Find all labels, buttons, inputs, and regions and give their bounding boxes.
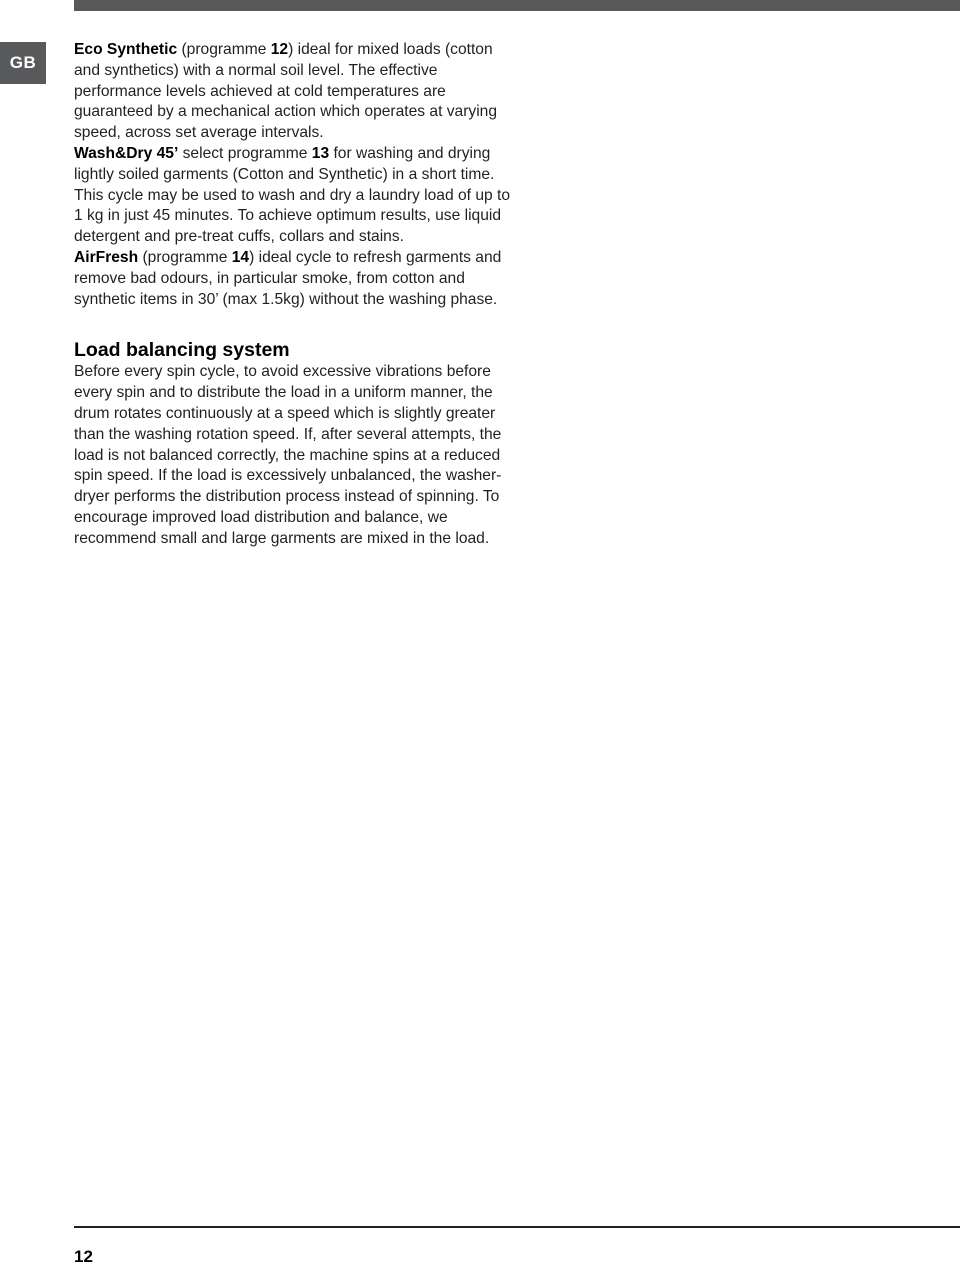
programme-number: 14: [231, 248, 250, 266]
section-title-load-balancing: Load balancing system: [74, 339, 290, 362]
programme-text: ) ideal for mixed loads (cotton and synthetics) with a normal soil level. The effective performance levels achieved at cold temperatures are guaranteed by a mechanical action which operates at varying speed, across set average intervals.: [74, 41, 498, 142]
programme-number: 12: [270, 41, 289, 58]
programme-number: 13: [311, 144, 330, 162]
page-number: 12: [74, 1247, 93, 1266]
language-tab-label: GB: [9, 53, 37, 72]
programme-text: for washing and drying lightly soiled garments (Cotton and Synthetic) in a short time. This cycle may be used to wash and dry a laundry load of up to 1 kg in just 45 minutes. To achieve optimum results, use liquid detergent and pre-treat cuffs, collars and stains.: [74, 144, 511, 246]
load-balancing-text: Before every spin cycle, to avoid excessive vibrations before every spin and to distribute the load in a uniform manner, the drum rotates continuously at a speed which is slightly greater than the washing rotation speed. If, after several attempts, the load is not balanced correctly, the machine spins at a reduced spin speed. If the load is excessively unbalanced, the washer-dryer performs the distribution process instead of spinning. To encourage improved load distribution and balance, we recommend small and large garments are mixed in the load.: [74, 363, 502, 547]
programme-term: Eco Synthetic: [74, 41, 178, 58]
language-tab: [0, 42, 46, 84]
programme-text-pre: select programme: [178, 144, 312, 162]
main-content: [74, 40, 514, 550]
programme-text-pre: (programme: [177, 41, 271, 58]
programme-airfresh: [74, 248, 514, 310]
footer-rule: [74, 1226, 960, 1228]
programme-eco-synthetic: [74, 40, 514, 144]
programme-wash-dry-45: [74, 144, 514, 248]
programme-text-pre: (programme: [138, 248, 232, 266]
programme-term: AirFresh: [74, 248, 139, 266]
programme-term: Wash&Dry 45’: [74, 144, 179, 162]
programme-text: ) ideal cycle to refresh garments and remove bad odours, in particular smoke, from cotton and synthetic items in 30’ (max 1.5kg) without the washing phase.: [74, 248, 502, 308]
header-bar: [74, 0, 960, 11]
